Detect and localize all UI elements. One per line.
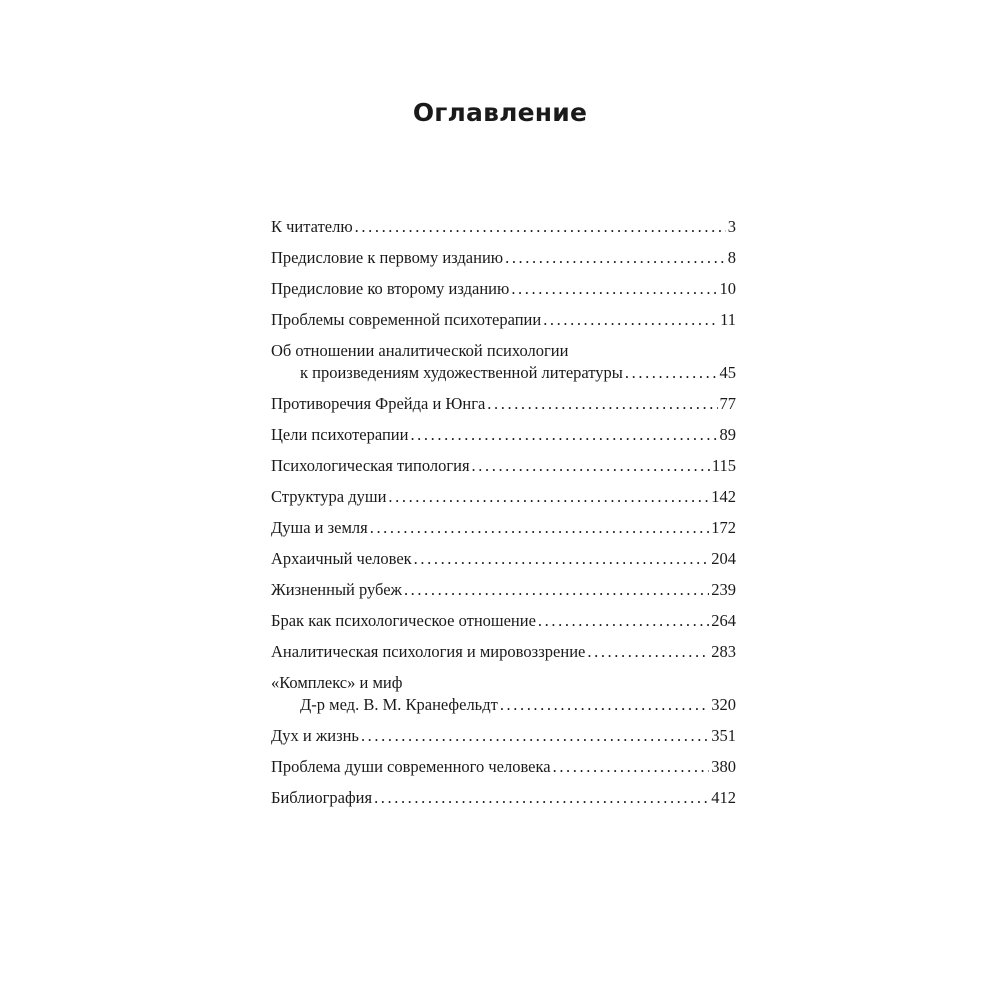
toc-entry[interactable] bbox=[271, 309, 736, 331]
dot-leader bbox=[553, 756, 710, 778]
toc-line bbox=[271, 486, 736, 508]
page-title: Оглавление bbox=[412, 97, 588, 127]
toc-entry-title: Жизненный рубеж bbox=[271, 580, 402, 599]
toc-entry-title: Архаичный человек bbox=[271, 549, 412, 568]
dot-leader bbox=[472, 455, 710, 477]
toc-entry-title: Проблемы современной психотерапии bbox=[271, 310, 542, 329]
toc-line bbox=[271, 216, 736, 238]
toc-page-number: 264 bbox=[711, 611, 736, 630]
toc-entry-title: Аналитическая психология и мировоззрение bbox=[271, 642, 586, 661]
toc-page-number: 204 bbox=[711, 549, 736, 568]
toc-page-number: 142 bbox=[711, 487, 736, 506]
dot-leader bbox=[370, 517, 710, 539]
toc-entry[interactable] bbox=[271, 756, 736, 778]
toc-line bbox=[271, 579, 736, 601]
toc-page-number: 351 bbox=[711, 726, 736, 745]
toc-entry-title: Душа и земля bbox=[271, 518, 368, 537]
dot-leader bbox=[361, 725, 709, 747]
toc-line bbox=[271, 247, 736, 269]
toc-line bbox=[271, 278, 736, 300]
toc-entry[interactable] bbox=[271, 641, 736, 663]
toc-line bbox=[271, 672, 736, 694]
table-of-contents bbox=[271, 216, 736, 818]
toc-entry-title: Предисловие к первому изданию bbox=[271, 248, 504, 267]
toc-entry-title: Структура души bbox=[271, 487, 387, 506]
toc-line bbox=[271, 641, 736, 663]
toc-page-number: 10 bbox=[719, 279, 736, 298]
toc-page-number: 3 bbox=[727, 217, 736, 236]
toc-line bbox=[271, 362, 736, 384]
toc-line bbox=[271, 424, 736, 446]
toc-entry[interactable] bbox=[271, 517, 736, 539]
toc-page-number: 115 bbox=[711, 456, 736, 475]
toc-entry[interactable] bbox=[271, 455, 736, 477]
toc-page-number: 239 bbox=[711, 580, 736, 599]
toc-entry[interactable] bbox=[271, 548, 736, 570]
toc-line bbox=[271, 756, 736, 778]
toc-entry-title: Библиография bbox=[271, 788, 373, 807]
toc-entry[interactable] bbox=[271, 393, 736, 415]
dot-leader bbox=[511, 278, 717, 300]
toc-line bbox=[271, 455, 736, 477]
toc-entry-title: Психологическая типология bbox=[271, 456, 470, 475]
toc-entry-title: «Комплекс» и миф bbox=[271, 673, 403, 692]
toc-entry-title: Дух и жизнь bbox=[271, 726, 359, 745]
dot-leader bbox=[404, 579, 709, 601]
toc-entry[interactable] bbox=[271, 787, 736, 809]
toc-entry[interactable] bbox=[271, 579, 736, 601]
dot-leader bbox=[414, 548, 710, 570]
toc-line bbox=[271, 548, 736, 570]
toc-entry[interactable] bbox=[271, 247, 736, 269]
toc-entry-title: Противоречия Фрейда и Юнга bbox=[271, 394, 486, 413]
toc-line bbox=[271, 725, 736, 747]
toc-entry[interactable] bbox=[271, 278, 736, 300]
dot-leader bbox=[355, 216, 726, 238]
toc-line bbox=[271, 309, 736, 331]
toc-line bbox=[271, 393, 736, 415]
toc-page-number: 283 bbox=[711, 642, 736, 661]
toc-entry[interactable] bbox=[271, 216, 736, 238]
toc-page-number: 77 bbox=[719, 394, 736, 413]
toc-page-number: 45 bbox=[719, 363, 736, 382]
dot-leader bbox=[410, 424, 717, 446]
dot-leader bbox=[538, 610, 709, 632]
dot-leader bbox=[500, 694, 709, 716]
dot-leader bbox=[388, 486, 709, 508]
dot-leader bbox=[543, 309, 718, 331]
toc-page-number: 172 bbox=[711, 518, 736, 537]
toc-entry[interactable] bbox=[271, 610, 736, 632]
toc-page-number: 320 bbox=[711, 695, 736, 714]
toc-line bbox=[271, 517, 736, 539]
toc-entry-title: Проблема души современного человека bbox=[271, 757, 551, 776]
toc-entry[interactable] bbox=[271, 725, 736, 747]
toc-line bbox=[271, 610, 736, 632]
toc-entry[interactable] bbox=[271, 486, 736, 508]
toc-entry[interactable] bbox=[271, 340, 736, 384]
dot-leader bbox=[374, 787, 709, 809]
toc-entry-title: Об отношении аналитической психологии bbox=[271, 341, 569, 360]
dot-leader bbox=[505, 247, 726, 269]
toc-entry-title: к произведениям художественной литературы bbox=[300, 363, 623, 382]
dot-leader bbox=[625, 362, 718, 384]
toc-page-number: 412 bbox=[711, 788, 736, 807]
toc-page-number: 8 bbox=[727, 248, 736, 267]
toc-entry[interactable] bbox=[271, 672, 736, 716]
toc-entry-title: Д-р мед. В. М. Кранефельдт bbox=[300, 695, 498, 714]
toc-entry-title: Брак как психологическое отношение bbox=[271, 611, 536, 630]
toc-line bbox=[271, 694, 736, 716]
toc-page-number: 380 bbox=[711, 757, 736, 776]
toc-entry-title: Цели психотерапии bbox=[271, 425, 409, 444]
toc-page-number: 11 bbox=[720, 310, 736, 329]
toc-entry-title: К читателю bbox=[271, 217, 353, 236]
toc-page-number: 89 bbox=[719, 425, 736, 444]
dot-leader bbox=[587, 641, 709, 663]
toc-entry[interactable] bbox=[271, 424, 736, 446]
toc-line bbox=[271, 340, 736, 362]
dot-leader bbox=[487, 393, 717, 415]
toc-line bbox=[271, 787, 736, 809]
toc-entry-title: Предисловие ко второму изданию bbox=[271, 279, 510, 298]
